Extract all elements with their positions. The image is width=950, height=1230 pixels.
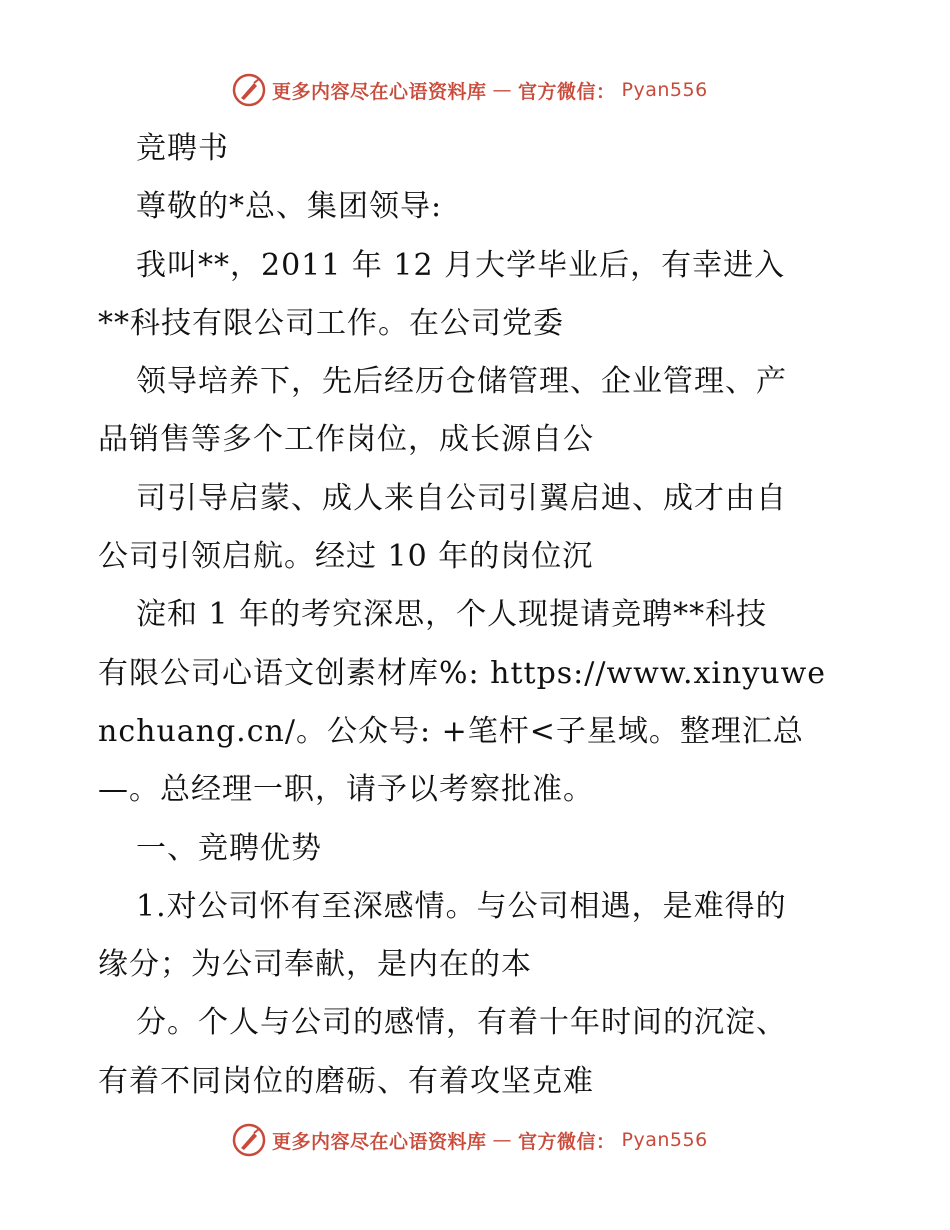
header-banner (232, 70, 708, 110)
doc-line: —。总经理一职，请予以考察批准。 (98, 772, 594, 808)
doc-line: 我叫**，2011 年 12 月大学毕业后，有幸进入 (136, 247, 786, 283)
doc-line: 缘分；为公司奉献，是内在的本 (98, 947, 532, 983)
doc-line: 品销售等多个工作岗位，成长源自公 (98, 422, 594, 458)
footer-official-label: 官方微信： (518, 1130, 616, 1153)
banner-official-label: 官方微信： (518, 80, 616, 103)
quill-logo-icon (232, 73, 266, 107)
banner-brand-text: 更多内容尽在心语资料库 (272, 80, 487, 103)
doc-line: 尊敬的*总、集团领导: (136, 189, 443, 225)
doc-line: 有着不同岗位的磨砺、有着攻坚克难 (98, 1063, 594, 1099)
doc-line: 司引导启蒙、成人来自公司引翼启迪、成才由自 (136, 480, 787, 516)
doc-line: 有限公司心语文创素材库%: https://www.xinyuwe (98, 655, 827, 691)
banner-account: Pyan556 (621, 79, 708, 101)
footer-banner (232, 1120, 708, 1160)
footer-brand-text: 更多内容尽在心语资料库 (272, 1130, 487, 1153)
quill-logo-icon (232, 1123, 266, 1157)
footer-separator: — (492, 1129, 513, 1151)
document-body (98, 120, 858, 1111)
doc-line: 淀和 1 年的考究深思，个人现提请竞聘**科技 (136, 597, 768, 633)
doc-line: 分。个人与公司的感情，有着十年时间的沉淀、 (136, 1005, 787, 1041)
doc-line: 领导培养下，先后经历仓储管理、企业管理、产 (136, 364, 787, 400)
doc-title: 竞聘书 (136, 131, 229, 166)
banner-separator: — (492, 79, 513, 101)
footer-account: Pyan556 (621, 1129, 708, 1151)
doc-line: nchuang.cn/。公众号: +笔杆<子星域。整理汇总 (98, 713, 804, 749)
doc-line: 1.对公司怀有至深感情。与公司相遇，是难得的 (136, 888, 787, 924)
doc-section-heading: 一、竞聘优势 (136, 830, 322, 866)
doc-line: 公司引领启航。经过 10 年的岗位沉 (98, 539, 594, 575)
doc-line: **科技有限公司工作。在公司党委 (98, 305, 564, 341)
